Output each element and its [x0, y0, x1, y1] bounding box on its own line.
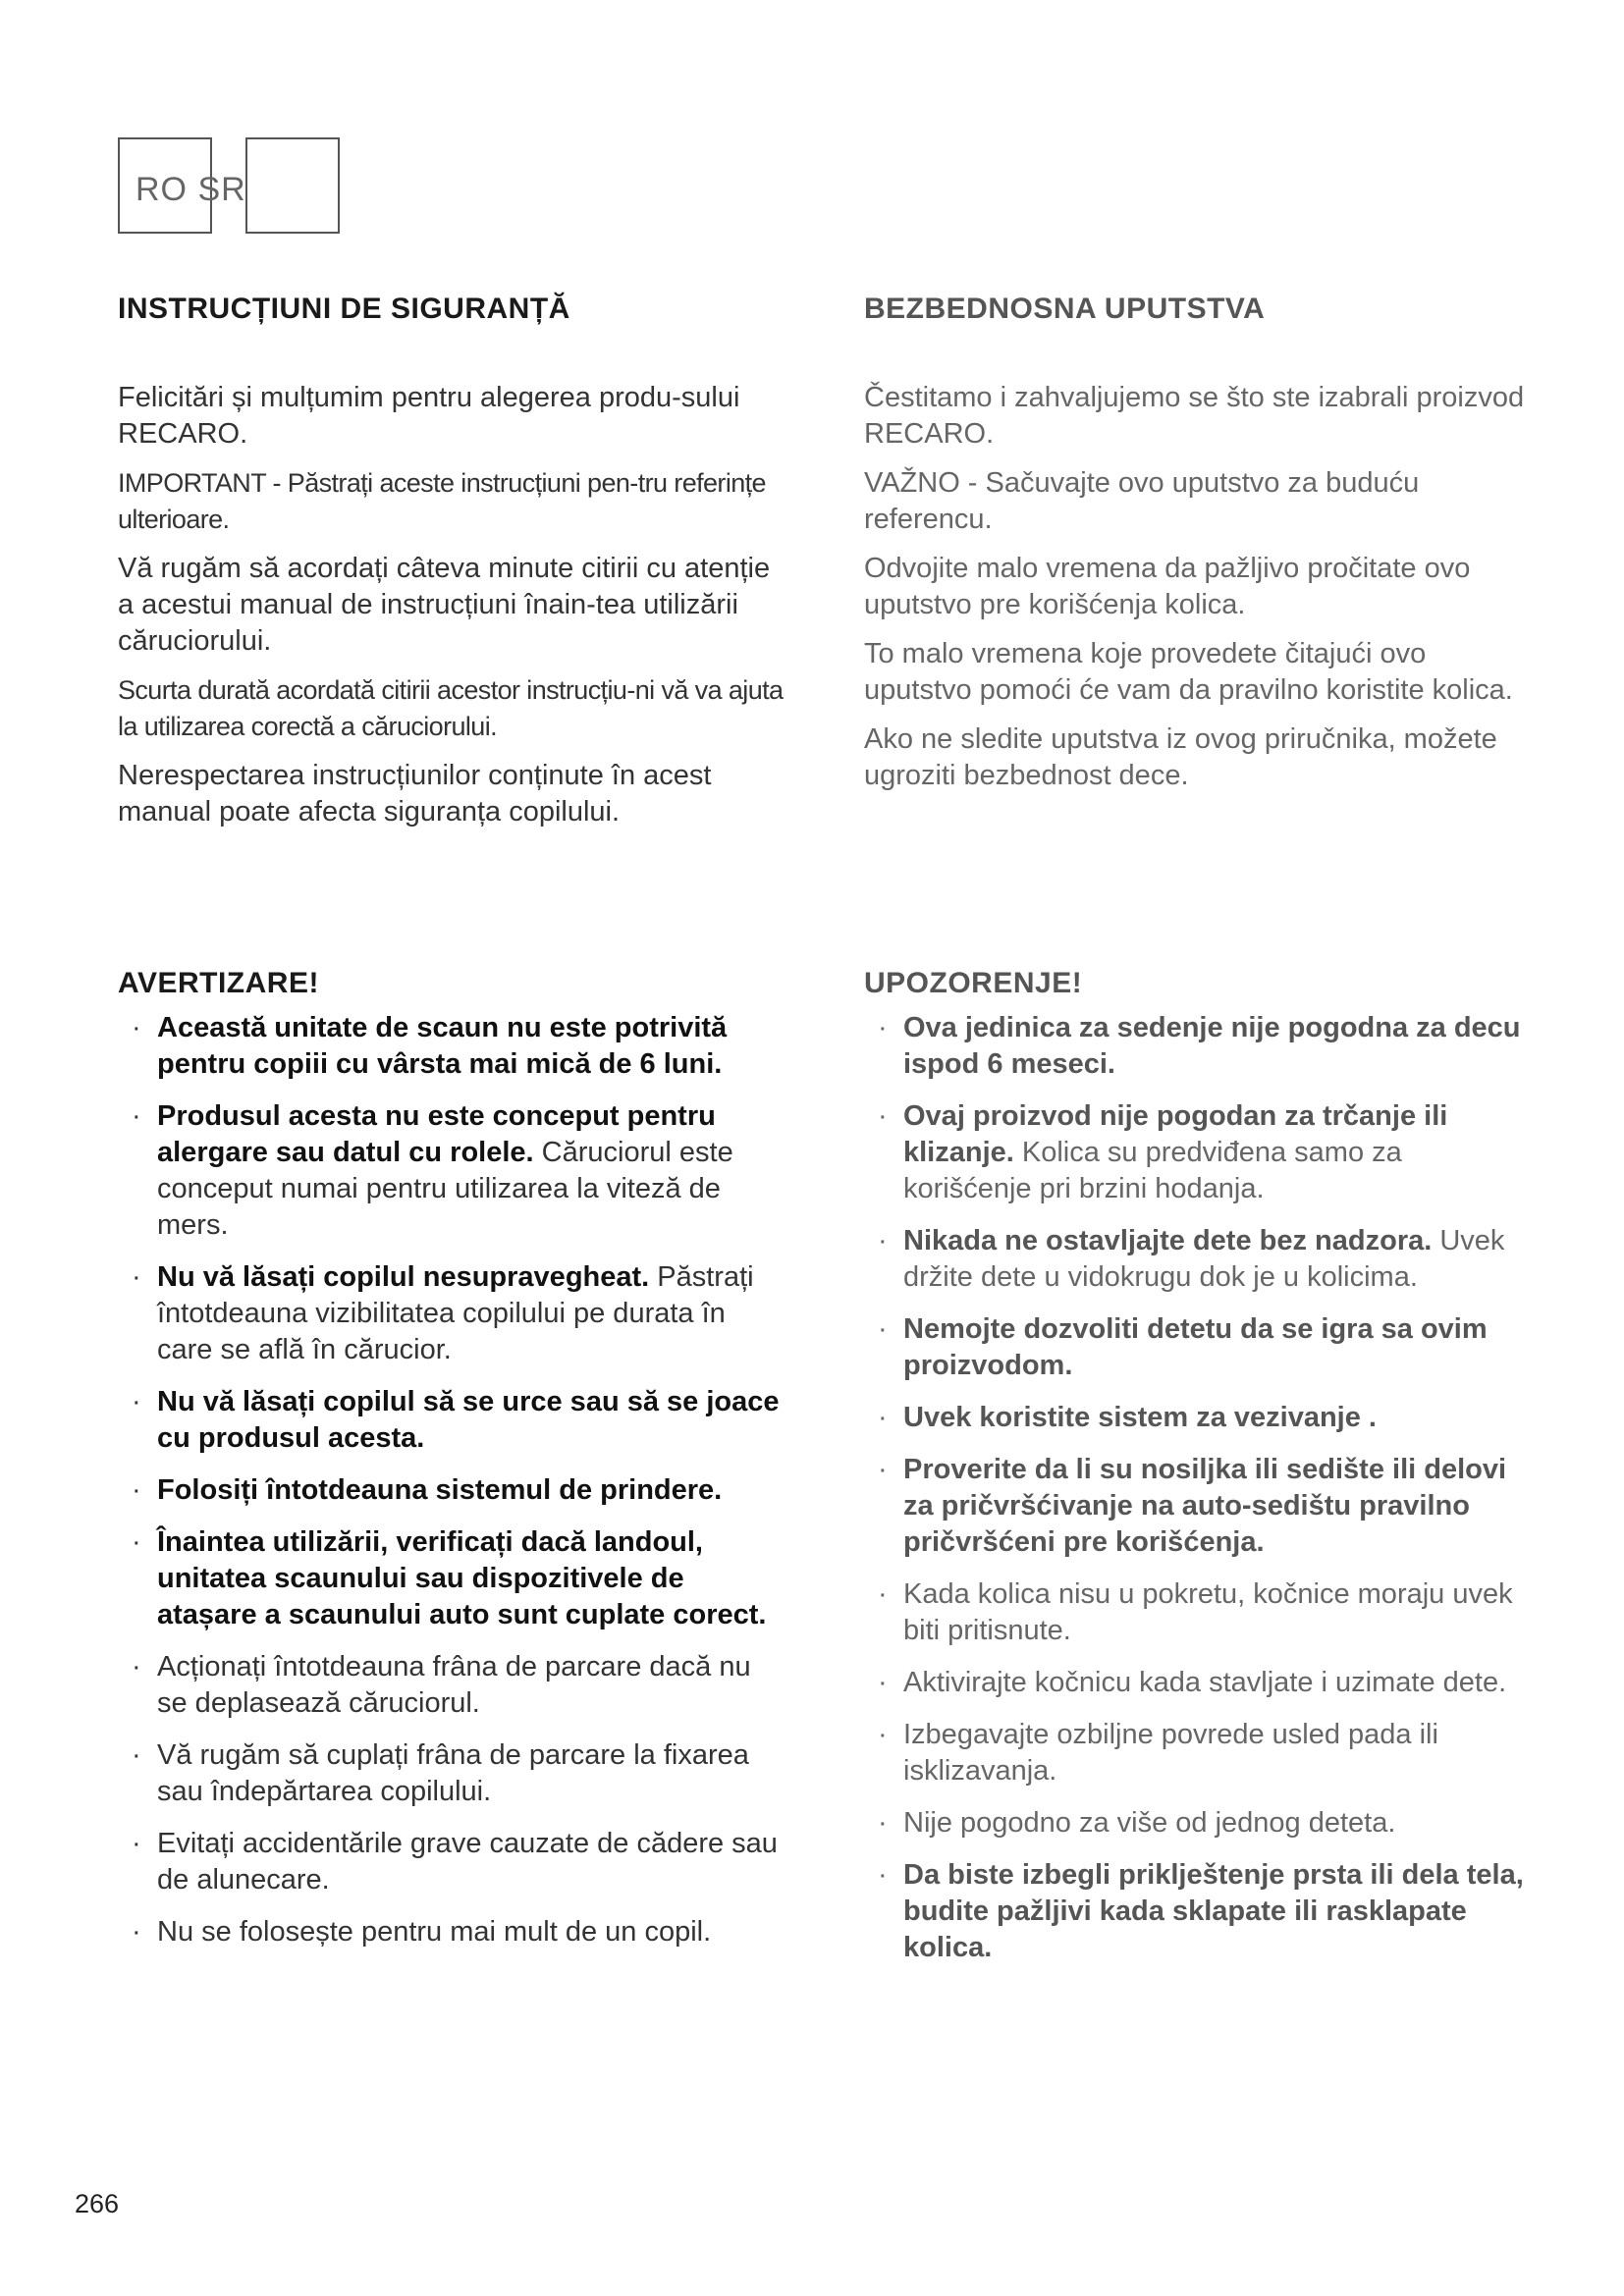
warning-text: Kolica su predviđena samo za korišćenje pri brzini hodanja.: [903, 1137, 1402, 1204]
warning-text: Aktivirajte kočnicu kada stavljate i uzimate dete.: [903, 1667, 1507, 1698]
safety-instructions-ro: [118, 293, 785, 843]
warning-text: Kada kolica nisu u pokretu, kočnice moraju uvek biti pritisnute.: [903, 1578, 1513, 1646]
bullet-mark: ·: [878, 1100, 888, 1132]
warning-bold-text: Această unitate de scaun nu este potrivită pentru copiii cu vârsta mai mică de 6 luni.: [157, 1012, 728, 1080]
bullet-mark: ·: [878, 1667, 888, 1698]
warning-item: [118, 1649, 785, 1722]
warning-bold-text: Da biste izbegli priklještenje prsta ili dela tela, budite pažljivi kada sklapate ili rasklapate kolica.: [903, 1859, 1524, 1963]
warning-text: Nije pogodno za više od jednog deteta.: [903, 1807, 1396, 1839]
warning-section-sr: [864, 967, 1532, 1982]
warning-item: [864, 1857, 1532, 1966]
warning-bold-text: Uvek koristite sistem za vezivanje .: [903, 1402, 1377, 1433]
warning-item: [864, 1098, 1532, 1207]
paragraph: Scurta durată acordată citirii acestor instrucțiu-ni vă va ajuta la utilizarea corectă a căruciorului.: [118, 675, 784, 741]
bullet-mark: ·: [132, 1828, 141, 1859]
warning-item: [864, 1665, 1532, 1701]
warning-bold-text: Nemojte dozvoliti detetu da se igra sa ovim proizvodom.: [903, 1313, 1488, 1381]
warning-item: [864, 1717, 1532, 1789]
paragraph: Felicitări și mulțumim pentru alegerea produ-sului RECARO.: [118, 382, 740, 450]
bullet-mark: ·: [132, 1100, 141, 1132]
warning-item: [118, 1098, 785, 1244]
bullet-mark: ·: [878, 1313, 888, 1345]
paragraph: Nerespectarea instrucțiunilor conținute în acest manual poate afecta siguranța copilului.: [118, 760, 712, 828]
bullet-mark: ·: [878, 1402, 888, 1433]
warning-item: [118, 1384, 785, 1457]
heading-ro: INSTRUCȚIUNI DE SIGURANȚĂ: [118, 293, 570, 325]
warning-bold-text: Proverite da li su nosiljka ili sedište ili delovi za pričvršćivanje na auto-sedištu pravilno pričvršćeni pre korišćenja.: [903, 1454, 1507, 1558]
paragraph: Vă rugăm să acordați câteva minute citirii cu atenție a acestui manual de instrucțiuni înain-tea utilizării căruciorului.: [118, 553, 771, 657]
warning-item: [864, 1805, 1532, 1842]
warning-item: [118, 1259, 785, 1368]
warning-text: Izbegavajte ozbiljne povrede usled pada ili isklizavanja.: [903, 1719, 1438, 1787]
warning-text: Vă rugăm să cuplați frâna de parcare la fixarea sau îndepărtarea copilului.: [157, 1739, 749, 1807]
bullet-mark: ·: [132, 1739, 141, 1771]
warning-heading-sr: UPOZORENJE!: [864, 967, 1083, 999]
bullet-mark: ·: [132, 1526, 141, 1558]
warning-bold-text: Nikada ne ostavljajte dete bez nadzora.: [903, 1225, 1433, 1256]
bullet-mark: ·: [132, 1474, 141, 1506]
bullet-mark: ·: [878, 1012, 888, 1043]
warning-bold-text: Nu vă lăsați copilul să se urce sau să se joace cu produsul acesta.: [157, 1386, 780, 1454]
bullet-mark: ·: [878, 1225, 888, 1256]
language-boxes: [118, 137, 346, 238]
paragraph: Odvojite malo vremena da pažljivo pročitate ovo uputstvo pre korišćenja kolica.: [864, 553, 1471, 620]
warning-item: [864, 1223, 1532, 1296]
bullet-mark: ·: [878, 1578, 888, 1610]
bullet-mark: ·: [132, 1386, 141, 1417]
bullet-mark: ·: [878, 1454, 888, 1485]
warning-text: Nu se folosește pentru mai mult de un copil.: [157, 1916, 712, 1948]
warning-bold-text: Folosiți întotdeauna sistemul de prindere.: [157, 1474, 723, 1506]
warning-item: [118, 1826, 785, 1898]
safety-instructions-sr: [864, 293, 1532, 807]
bullet-mark: ·: [132, 1012, 141, 1043]
warning-text: Căruciorul este conceput numai pentru utilizarea la viteză de mers.: [157, 1137, 733, 1241]
warning-bold-text: Nu vă lăsați copilul nesupravegheat.: [157, 1261, 650, 1293]
bullet-mark: ·: [132, 1916, 141, 1948]
bullet-mark: ·: [878, 1859, 888, 1891]
warning-item: [118, 1472, 785, 1509]
warning-text: Uvek držite dete u vidokrugu dok je u kolicima.: [903, 1225, 1505, 1293]
warning-item: [864, 1576, 1532, 1649]
paragraph: Čestitamo i zahvaljujemo se što ste izabrali proizvod RECARO.: [864, 382, 1525, 450]
heading-sr: BEZBEDNOSNA UPUTSTVA: [864, 293, 1266, 325]
warning-item: [864, 1010, 1532, 1083]
warning-bold-text: Produsul acesta nu este conceput pentru alergare sau datul cu rolele.: [157, 1100, 716, 1168]
paragraph: Ako ne sledite uputstva iz ovog priručnika, možete ugroziti bezbednost dece.: [864, 723, 1497, 791]
warning-text: Acționați întotdeauna frâna de parcare dacă nu se deplasează căruciorul.: [157, 1651, 751, 1719]
warning-item: [118, 1010, 785, 1083]
language-label: RO SR: [135, 171, 246, 208]
warning-text: Evitați accidentările grave cauzate de cădere sau de alunecare.: [157, 1828, 778, 1896]
paragraph: IMPORTANT - Păstrați aceste instrucțiuni pen-tru referințe ulterioare.: [118, 468, 766, 534]
bullet-mark: ·: [878, 1719, 888, 1750]
warning-list-ro: [118, 1010, 785, 1950]
paragraph: To malo vremena koje provedete čitajući ovo uputstvo pomoći će vam da pravilno koristite kolica.: [864, 638, 1513, 706]
warning-item: [864, 1400, 1532, 1436]
warning-bold-text: Ova jedinica za sedenje nije pogodna za decu ispod 6 meseci.: [903, 1012, 1521, 1080]
bullet-mark: ·: [878, 1807, 888, 1839]
warning-list-sr: [864, 1010, 1532, 1966]
bullet-mark: ·: [132, 1261, 141, 1293]
warning-section-ro: [118, 967, 785, 1966]
warning-heading-ro: AVERTIZARE!: [118, 967, 319, 999]
warning-bold-text: Înaintea utilizării, verificați dacă landoul, unitatea scaunului sau dispozitivele de atașare a scaunului auto sunt cuplate corect.: [157, 1526, 767, 1630]
warning-bold-text: Ovaj proizvod nije pogodan za trčanje ili klizanje.: [903, 1100, 1448, 1168]
warning-item: [864, 1311, 1532, 1384]
warning-text: Păstrați întotdeauna vizibilitatea copilului pe durata în care se află în cărucior.: [157, 1261, 754, 1365]
warning-item: [118, 1524, 785, 1633]
warning-item: [864, 1452, 1532, 1561]
warning-item: [118, 1914, 785, 1950]
paragraph: VAŽNO - Sačuvajte ovo uputstvo za buduću referencu.: [864, 467, 1420, 535]
warning-item: [118, 1737, 785, 1810]
page-number: 266: [75, 2189, 120, 2218]
language-box-sr: [245, 137, 340, 234]
bullet-mark: ·: [132, 1651, 141, 1682]
